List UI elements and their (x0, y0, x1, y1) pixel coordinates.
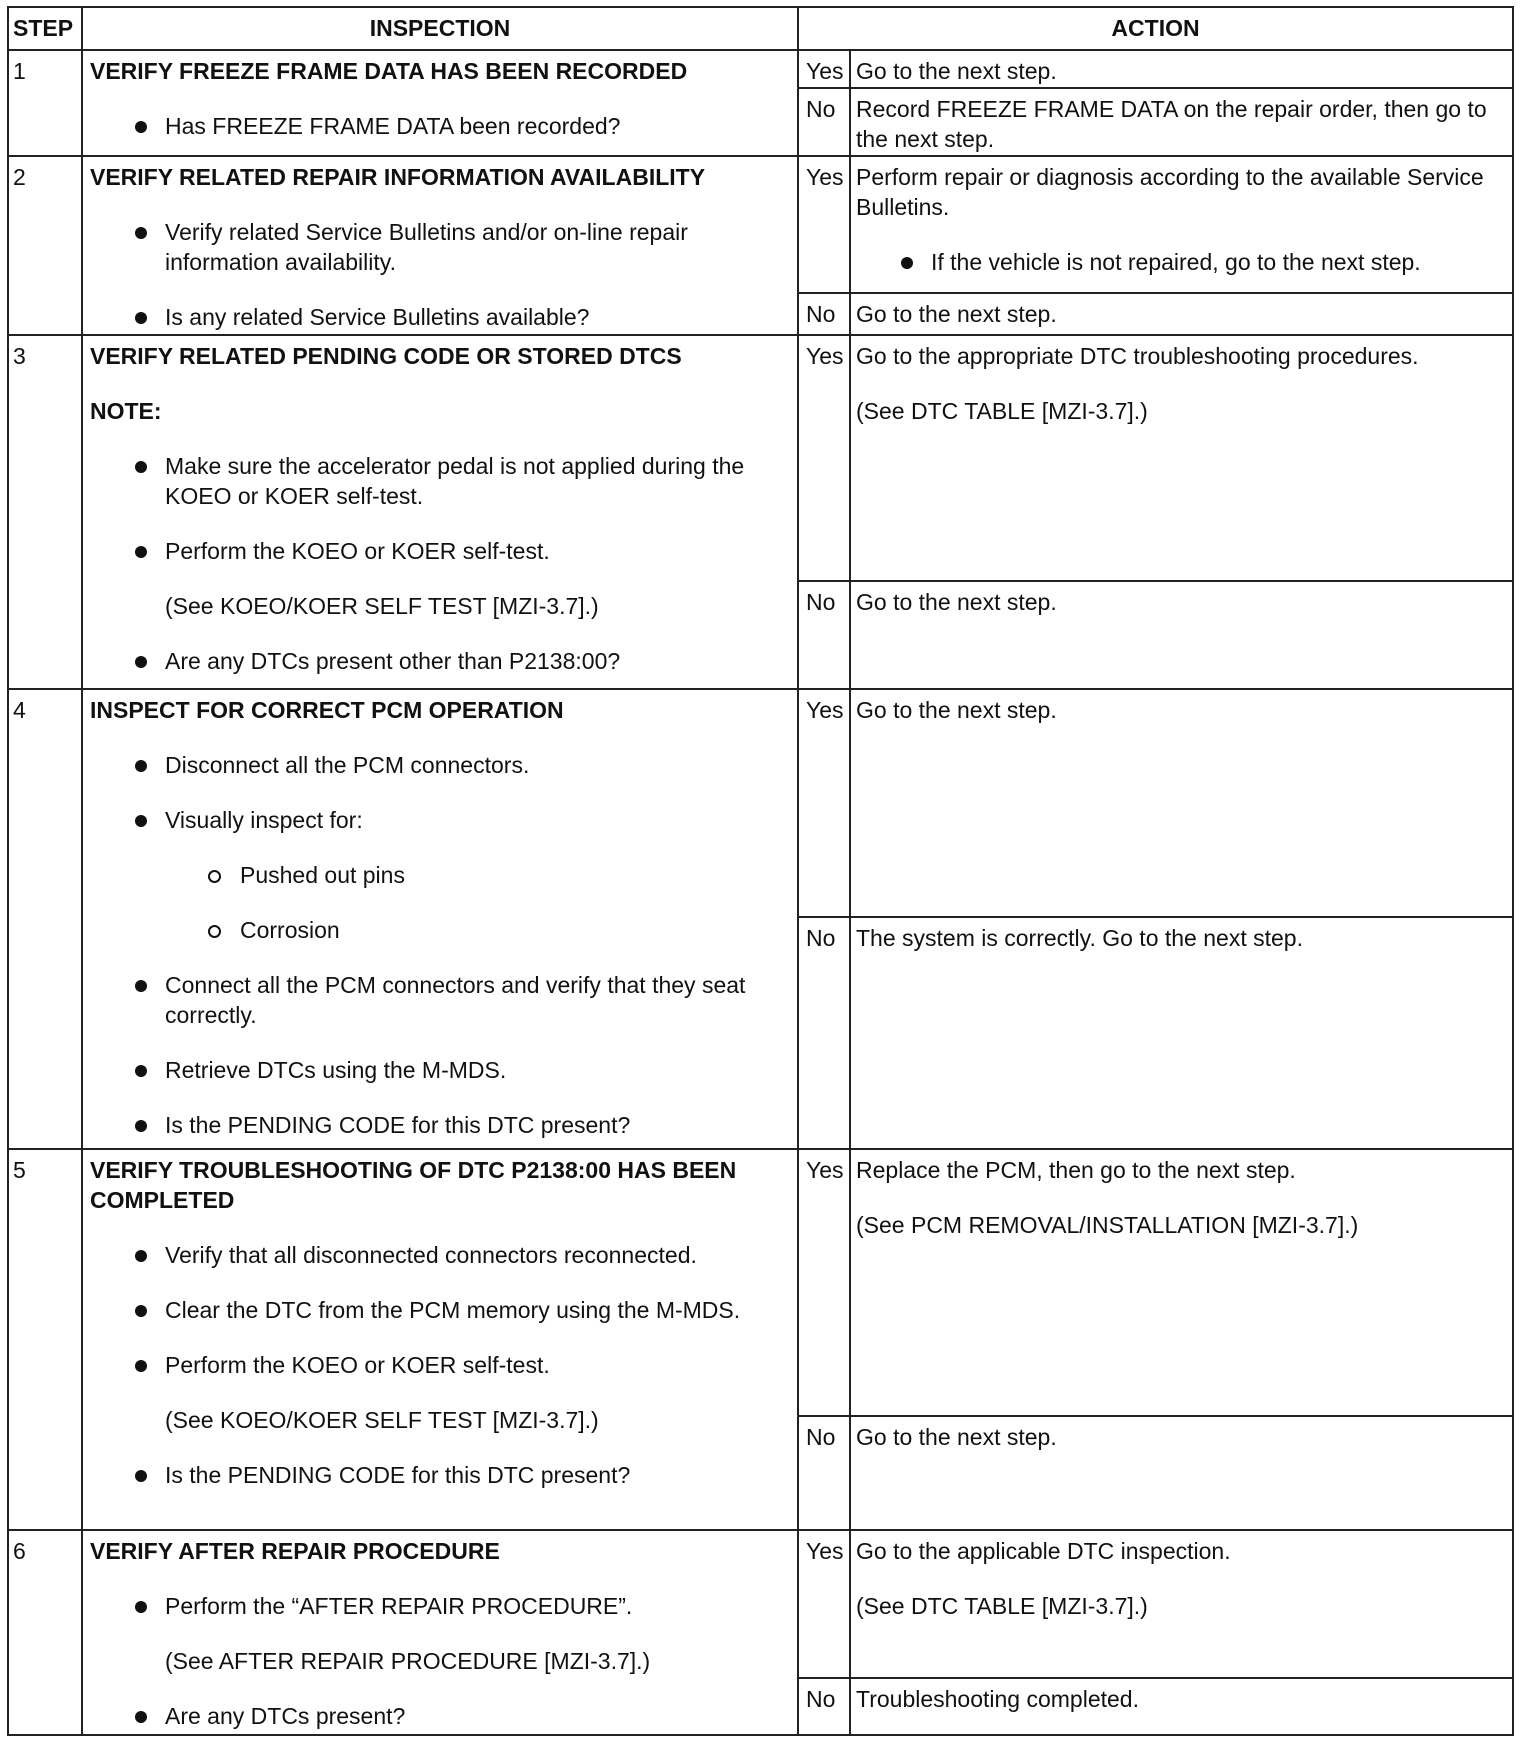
reference-text: (See KOEO/KOER SELF TEST [MZI-3.7].) (165, 1407, 599, 1434)
step-2-yes-row (8, 156, 1513, 293)
no-action: Record FREEZE FRAME DATA on the repair order, then go to the next step. (850, 88, 1513, 156)
no-label: No (798, 1416, 850, 1530)
step-title: VERIFY RELATED PENDING CODE OR STORED DTCS (90, 343, 682, 370)
step-inspection (82, 50, 798, 156)
no-label: No (798, 88, 850, 156)
bullet-item: Are any DTCs present other than P2138:00? (90, 646, 797, 676)
yes-action-cell (850, 156, 1513, 293)
bullet-item: Clear the DTC from the PCM memory using the M-MDS. (90, 1295, 797, 1325)
bullet-item: Verify that all disconnected connectors reconnected. (90, 1240, 797, 1270)
yes-label: Yes (798, 1149, 850, 1415)
step-inspection (82, 156, 798, 335)
bullet-item: Disconnect all the PCM connectors. (90, 750, 797, 780)
bullet-item: Perform the KOEO or KOER self-test. (90, 536, 797, 566)
step-inspection (82, 335, 798, 688)
step-title: INSPECT FOR CORRECT PCM OPERATION (90, 696, 564, 723)
reference-text: (See KOEO/KOER SELF TEST [MZI-3.7].) (165, 593, 599, 620)
bullet-item: Verify related Service Bulletins and/or on-line repair information availability. (90, 217, 797, 277)
bullet-item: Retrieve DTCs using the M-MDS. (90, 1055, 797, 1085)
sub-bullet-item: Pushed out pins (90, 860, 797, 890)
yes-label: Yes (798, 50, 850, 88)
step-number: 3 (8, 335, 82, 688)
yes-label: Yes (798, 156, 850, 293)
reference-text: (See AFTER REPAIR PROCEDURE [MZI-3.7].) (165, 1648, 651, 1675)
step-title: VERIFY RELATED REPAIR INFORMATION AVAILABILITY (90, 163, 706, 190)
no-action: Go to the next step. (850, 581, 1513, 688)
bullet-item: Make sure the accelerator pedal is not applied during the KOEO or KOER self-test. (90, 451, 797, 511)
step-6-yes-row (8, 1530, 1513, 1678)
step-4-yes-row (8, 689, 1513, 917)
step-1-yes-row (8, 50, 1513, 88)
bullet-item: Perform the KOEO or KOER self-test. (90, 1350, 797, 1380)
step-title: VERIFY TROUBLESHOOTING OF DTC P2138:00 HAS BEEN COMPLETED (90, 1157, 737, 1214)
step-inspection (82, 1530, 798, 1735)
bullet-item: Is the PENDING CODE for this DTC present? (90, 1110, 797, 1140)
yes-label: Yes (798, 335, 850, 581)
step-title: VERIFY FREEZE FRAME DATA HAS BEEN RECORDED (90, 57, 688, 84)
no-action: Go to the next step. (850, 293, 1513, 335)
action-bullet: If the vehicle is not repaired, go to the next step. (856, 247, 1506, 277)
troubleshooting-table (7, 6, 1514, 1736)
yes-action-cell (850, 1530, 1513, 1678)
bullet-item: Perform the “AFTER REPAIR PROCEDURE”. (90, 1591, 797, 1621)
yes-reference: (See DTC TABLE [MZI-3.7].) (856, 398, 1148, 425)
sub-bullet-item: Corrosion (90, 915, 797, 945)
yes-action: Perform repair or diagnosis according to the available Service Bulletins. (856, 163, 1484, 220)
header-inspection: INSPECTION (82, 7, 798, 50)
step-inspection (82, 689, 798, 1150)
note-label: NOTE: (90, 398, 162, 425)
no-action: The system is correctly. Go to the next step. (850, 917, 1513, 1150)
troubleshooting-sheet (7, 6, 1512, 1736)
step-number: 4 (8, 689, 82, 1150)
no-action: Go to the next step. (850, 1416, 1513, 1530)
no-label: No (798, 917, 850, 1150)
yes-label: Yes (798, 689, 850, 917)
yes-action: Go to the next step. (850, 689, 1513, 917)
bullet-item: Has FREEZE FRAME DATA been recorded? (90, 111, 797, 141)
header-action: ACTION (798, 7, 1513, 50)
bullet-item: Is the PENDING CODE for this DTC present? (90, 1460, 797, 1490)
yes-reference: (See DTC TABLE [MZI-3.7].) (856, 1593, 1148, 1620)
header-row (8, 7, 1513, 50)
bullet-item: Connect all the PCM connectors and verify that they seat correctly. (90, 970, 797, 1030)
yes-reference: (See PCM REMOVAL/INSTALLATION [MZI-3.7].) (856, 1212, 1359, 1239)
step-number: 5 (8, 1149, 82, 1530)
step-number: 1 (8, 50, 82, 156)
no-label: No (798, 581, 850, 688)
yes-label: Yes (798, 1530, 850, 1678)
no-label: No (798, 1678, 850, 1735)
step-5-yes-row (8, 1149, 1513, 1415)
yes-action: Go to the next step. (850, 50, 1513, 88)
no-action: Troubleshooting completed. (850, 1678, 1513, 1735)
bullet-item: Visually inspect for: (90, 805, 797, 835)
step-3-yes-row (8, 335, 1513, 581)
yes-action: Replace the PCM, then go to the next step. (856, 1157, 1296, 1184)
step-title: VERIFY AFTER REPAIR PROCEDURE (90, 1538, 500, 1565)
header-step: STEP (8, 7, 82, 50)
yes-action: Go to the applicable DTC inspection. (856, 1538, 1231, 1565)
yes-action: Go to the appropriate DTC troubleshooting procedures. (856, 343, 1419, 370)
yes-action-cell (850, 1149, 1513, 1415)
step-number: 6 (8, 1530, 82, 1735)
step-number: 2 (8, 156, 82, 335)
bullet-item: Are any DTCs present? (90, 1701, 797, 1731)
bullet-item: Is any related Service Bulletins available? (90, 302, 797, 332)
yes-action-cell (850, 335, 1513, 581)
step-inspection (82, 1149, 798, 1530)
no-label: No (798, 293, 850, 335)
